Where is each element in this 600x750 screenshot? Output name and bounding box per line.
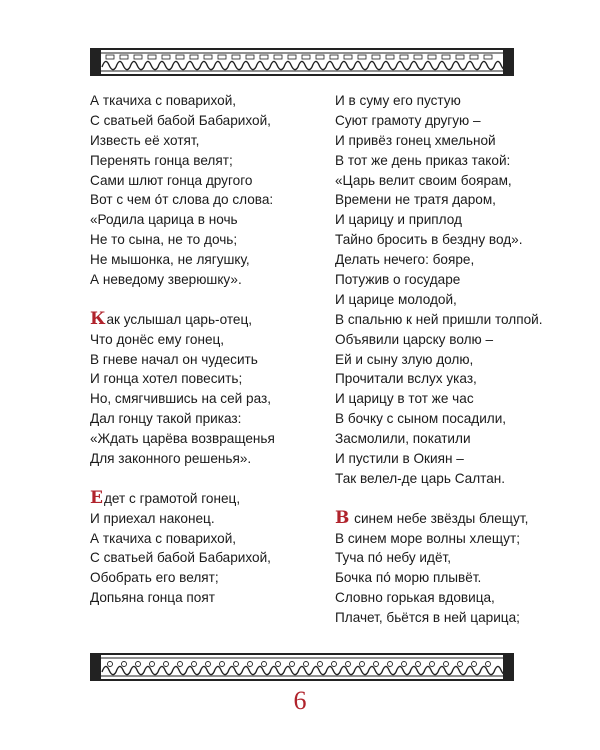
- verse-line: С сватьей бабой Бабарихой,: [90, 550, 271, 566]
- verse-line: Прочитали вслух указ,: [335, 371, 477, 387]
- left-text-column: [90, 91, 320, 608]
- drop-cap: В: [335, 507, 350, 528]
- verse-line: А ткачиха с поварихой,: [90, 530, 237, 546]
- bottom-ornament-border: [90, 652, 514, 682]
- drop-cap: К: [90, 308, 106, 329]
- verse-line: В гневе начал он чудесить: [90, 351, 258, 367]
- verse-line: «Царь велит своим боярам,: [335, 172, 512, 188]
- verse-line: В тот же день приказ такой:: [335, 152, 511, 168]
- verse-line: «Ждать царёва возвращенья: [90, 431, 275, 447]
- verse-line: С сватьей бабой Бабарихой,: [90, 112, 271, 128]
- verse-line: Не мышонка, не лягушку,: [90, 252, 250, 268]
- verse-line: В бочку с сыном посадили,: [335, 411, 507, 427]
- stanza: [335, 91, 565, 489]
- verse-line: И приехал наконец.: [90, 510, 215, 526]
- verse-line: Засмолили, покатили: [335, 431, 471, 447]
- verse-line: И царице молодой,: [335, 291, 457, 307]
- verse-line: Ей и сыну злую долю,: [335, 351, 474, 367]
- drop-cap: Е: [90, 487, 103, 508]
- verse-line: И привёз гонец хмельной: [335, 132, 496, 148]
- verse-line: Но, смягчившись на сей раз,: [90, 391, 271, 407]
- verse-line: В спальню к ней пришли толпой.: [335, 311, 543, 327]
- verse-line: Так велел-де царь Салтан.: [335, 470, 506, 486]
- verse-line: В синем море волны хлещут;: [335, 530, 520, 546]
- verse-line: Туча по́ небу идёт,: [335, 550, 452, 566]
- verse-line: Не то сына, не то дочь;: [90, 232, 238, 248]
- stanza: [90, 310, 320, 469]
- verse-line: И гонца хотел повесить;: [90, 371, 243, 387]
- verse-line: Суют грамоту другую –: [335, 112, 481, 128]
- verse-line: Объявили царску волю –: [335, 331, 494, 347]
- verse-line: «Родила царица в ночь: [90, 212, 238, 228]
- page-number: 6: [293, 686, 307, 715]
- top-ornament-border: [90, 47, 514, 77]
- verse-line: И пустили в Окиян –: [335, 451, 464, 467]
- verse-line: А ткачиха с поварихой,: [90, 93, 237, 108]
- verse-line: Дал гонцу такой приказ:: [90, 411, 242, 427]
- verse-line: Известь её хотят,: [90, 132, 200, 148]
- verse-line: Словно горькая вдовица,: [335, 590, 495, 606]
- right-text-column: [335, 91, 565, 628]
- verse-line: Делать нечего: бояре,: [335, 252, 475, 268]
- stanza-first-line: В синем небе звёзды блещут,: [335, 507, 529, 528]
- stanza: [335, 509, 565, 628]
- verse-line: И царицу в тот же час: [335, 391, 474, 407]
- stanza: [90, 91, 320, 290]
- verse-line: Тайно бросить в бездну вод».: [335, 232, 523, 248]
- verse-line: Перенять гонца велят;: [90, 152, 233, 168]
- stanza-first-line: Как услышал царь-отец,: [90, 308, 253, 329]
- verse-line: Времени не тратя даром,: [335, 192, 496, 208]
- verse-line: Вот с чем о́т слова до слова:: [90, 192, 274, 208]
- verse-line: Бочка по́ морю плывёт.: [335, 570, 482, 586]
- verse-line: А неведому зверюшку».: [90, 272, 242, 288]
- stanza: [90, 489, 320, 608]
- verse-line: И в суму его пустую: [335, 93, 461, 108]
- verse-line: Допьяна гонца поят: [90, 590, 215, 606]
- verse-line: Для законного решенья».: [90, 451, 252, 467]
- verse-line: Плачет, бьётся в ней царица;: [335, 610, 520, 626]
- verse-line: Что донёс ему гонец,: [90, 331, 225, 347]
- verse-line: Сами шлют гонца другого: [90, 172, 253, 188]
- stanza-first-line: Едет с грамотой гонец,: [90, 487, 241, 508]
- verse-line: Обобрать его велят;: [90, 570, 219, 586]
- verse-line: И царицу и приплод: [335, 212, 462, 228]
- verse-line: Потужив о государе: [335, 272, 461, 288]
